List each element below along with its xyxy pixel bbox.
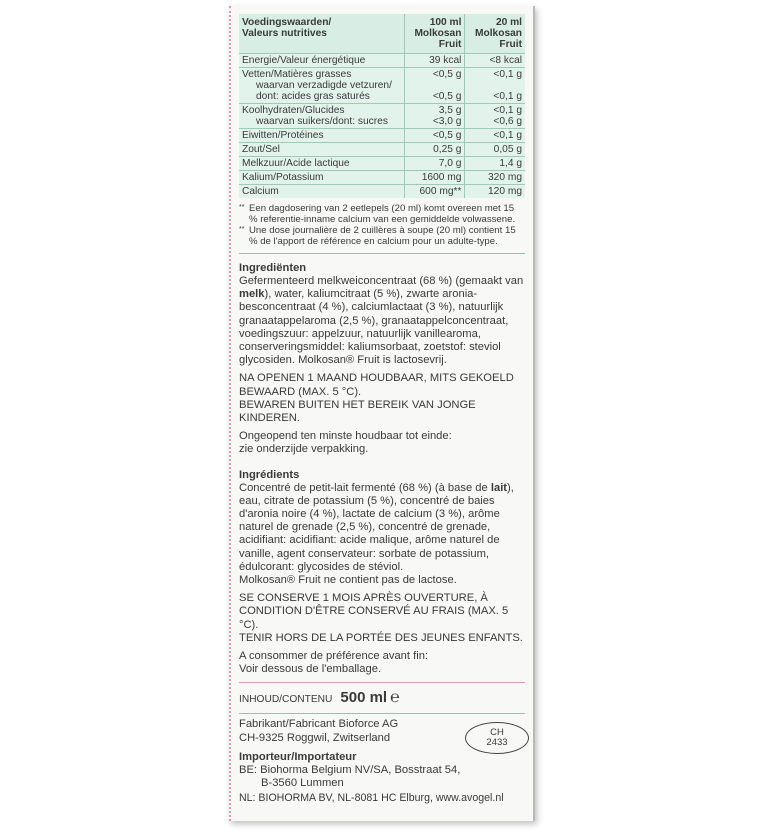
table-row (239, 104, 525, 129)
divider (239, 253, 525, 254)
table-row (239, 68, 525, 104)
row-value-100ml: 7,0 g (405, 157, 465, 171)
best-before-fr (239, 650, 525, 676)
text-part: SE CONSERVE 1 MOIS APRÈS OUVERTURE, À CONDITION D'ÊTRE CONSERVÉ AU FRAIS (MAX. 5 °C). (239, 592, 509, 631)
row-value-20ml: 120 mg (465, 185, 525, 199)
row-value-100ml: <0,5 g (405, 129, 465, 143)
allergen-bold: lait (490, 481, 508, 494)
row-value-20ml: <0,1 g (493, 105, 522, 116)
row-value-20ml: <8 kcal (465, 54, 525, 68)
divider (239, 682, 525, 683)
product-label (229, 6, 535, 821)
row-value-20ml: 1,4 g (465, 157, 525, 171)
text-part: BE: Biohorma Belgium NV/SA, Bosstraat 54, (239, 763, 461, 776)
header-col1-line1: Voedingswaarden/ (242, 17, 332, 28)
text-part: Voir dessous de l'emballage. (239, 663, 382, 676)
importer-title: Importeur/Importateur (239, 750, 357, 763)
text-part: Ongeopend ten minste houdbaar tot einde: (239, 430, 452, 443)
row-value-20ml: 320 mg (465, 171, 525, 185)
row-value-100ml: 39 kcal (405, 54, 465, 68)
ingredients-text-fr (239, 482, 525, 588)
ch-mark-oval (465, 722, 529, 754)
estimated-sign-icon: ℮ (390, 689, 400, 707)
table-row (239, 157, 525, 171)
ingredients-title-fr: Ingrédients (239, 468, 300, 481)
row-label: Vetten/Matières grasses (242, 69, 352, 80)
footnote-mark: ** (239, 226, 245, 233)
text-part: TENIR HORS DE LA PORTÉE DES JEUNES ENFANTS. (239, 631, 523, 644)
header-col3-line1: 20 ml (495, 17, 522, 28)
text-part: CH-9325 Roggwil, Zwitserland (239, 731, 391, 744)
text-part: A consommer de préférence avant fin: (239, 650, 429, 663)
header-col3-line2: Molkosan (475, 28, 522, 39)
table-row (239, 143, 525, 157)
volume-value: 500 ml (340, 689, 388, 707)
table-row (239, 129, 525, 143)
table-row (239, 185, 525, 199)
ingredients-text-nl (239, 275, 525, 367)
best-before-nl (239, 430, 525, 456)
row-value-100ml: 600 mg** (405, 185, 465, 199)
row-value-100ml: <0,5 g (432, 69, 462, 80)
row-value-20ml: <0,6 g (493, 116, 522, 127)
footnote-text: Een dagdosering van 2 eetlepels (20 ml) komt overeen met 15 % referentie-inname calcium van een gemiddelde volwassene. (249, 203, 516, 225)
footnote-nl (239, 203, 525, 225)
row-value-20ml: 0,05 g (465, 143, 525, 157)
row-sublabel: dont: acides gras saturés (256, 91, 370, 102)
table-row (239, 54, 525, 68)
row-sublabel: waarvan suikers/dont: sucres (256, 116, 388, 127)
ingredients-title-nl: Ingrediënten (239, 262, 307, 274)
text-part: ), water, kaliumcitraat (5 %), zwarte aronia-besconcentraat (4 %), calciumlactaat (3 %), natuurlijk granaatappelaroma (2,5 %), granaatappelconcentraat, voedingszuur: appelzuur, natuurlijk vanillearoma, conserveringsmiddel: kaliumsorbaat, zoetstof: steviol glycosiden. Molkosan® Fruit is lactosevrij. (239, 288, 509, 367)
row-value-100ml: <0,5 g (432, 91, 462, 102)
content-volume (239, 689, 525, 707)
header-col2-line1: 100 ml (429, 17, 462, 28)
row-label: Melkzuur/Acide lactique (239, 157, 405, 171)
text-part: B-3560 Lummen (261, 777, 344, 790)
nutrition-table (239, 14, 525, 198)
header-col2-line2: Molkosan (414, 28, 462, 39)
text-part: Gefermenteerd melkweiconcentraat (68 %) (gemaakt van (239, 275, 524, 287)
row-value-20ml: <0,1 g (493, 69, 522, 80)
table-row (239, 171, 525, 185)
row-label: Eiwitten/Protéines (239, 129, 405, 143)
text-part: Concentré de petit-lait fermenté (68 %) (à base de (239, 481, 491, 494)
row-label: Zout/Sel (239, 143, 405, 157)
header-col2-line3: Fruit (438, 39, 462, 50)
text-part: BEWAREN BUITEN HET BEREIK VAN JONGE KINDEREN. (239, 398, 476, 425)
storage-nl (239, 372, 525, 425)
footnote-mark: ** (239, 204, 245, 211)
row-value-20ml: <0,1 g (465, 129, 525, 143)
text-part: ), eau, citrate de potassium (5 %), concentré de baies d'aronia noire (4 %), lactate de calcium (3 %), arôme naturel de grenade (2,5 %), concentré de grenade, acidifiant: acidifiant: acide malique, arôme naturel de vanille, agent conservateur: sorbate de potassium, édulcorant: glycosides de stéviol. (239, 481, 514, 573)
header-col3-line3: Fruit (499, 39, 522, 50)
row-label: Kalium/Potassium (239, 171, 405, 185)
text-part: Fabrikant/Fabricant Bioforce AG (239, 718, 399, 731)
row-sublabel: waarvan verzadigde vetzuren/ (256, 80, 392, 91)
header-col1-line2: Valeurs nutritives (242, 28, 327, 39)
text-part: NA OPENEN 1 MAAND HOUDBAAR, MITS GEKOELD BEWAARD (MAX. 5 °C). (239, 372, 514, 398)
importer-nl: NL: BIOHORMA BV, NL-8081 HC Elburg, www.avogel.nl (239, 792, 504, 805)
footnote-fr (239, 225, 525, 247)
importer-be (239, 764, 525, 790)
nutrition-header (239, 14, 525, 54)
text-part: zie onderzijde verpakking. (239, 443, 369, 456)
ch-mark-line1: CH (490, 727, 504, 738)
row-value-100ml: 3,5 g (438, 105, 462, 116)
row-value-100ml: 1600 mg (405, 171, 465, 185)
allergen-bold: melk (239, 288, 265, 301)
row-label: Koolhydraten/Glucides (242, 105, 345, 116)
row-value-20ml: <0,1 g (493, 91, 522, 102)
content-label: INHOUD/CONTENU (239, 694, 333, 706)
footnotes (239, 203, 525, 247)
row-value-100ml: <3,0 g (432, 116, 462, 127)
row-value-100ml: 0,25 g (405, 143, 465, 157)
divider (239, 713, 525, 714)
row-label: Energie/Valeur énergétique (239, 54, 405, 68)
row-label: Calcium (239, 185, 405, 199)
footnote-text: Une dose journalière de 2 cuillères à soupe (20 ml) contient 15 % de l'apport de référence en calcium pour un adulte-type. (249, 225, 516, 247)
text-part: Molkosan® Fruit ne contient pas de lactose. (239, 574, 457, 587)
ch-mark-line2: 2433 (486, 737, 508, 748)
storage-fr (239, 592, 525, 645)
